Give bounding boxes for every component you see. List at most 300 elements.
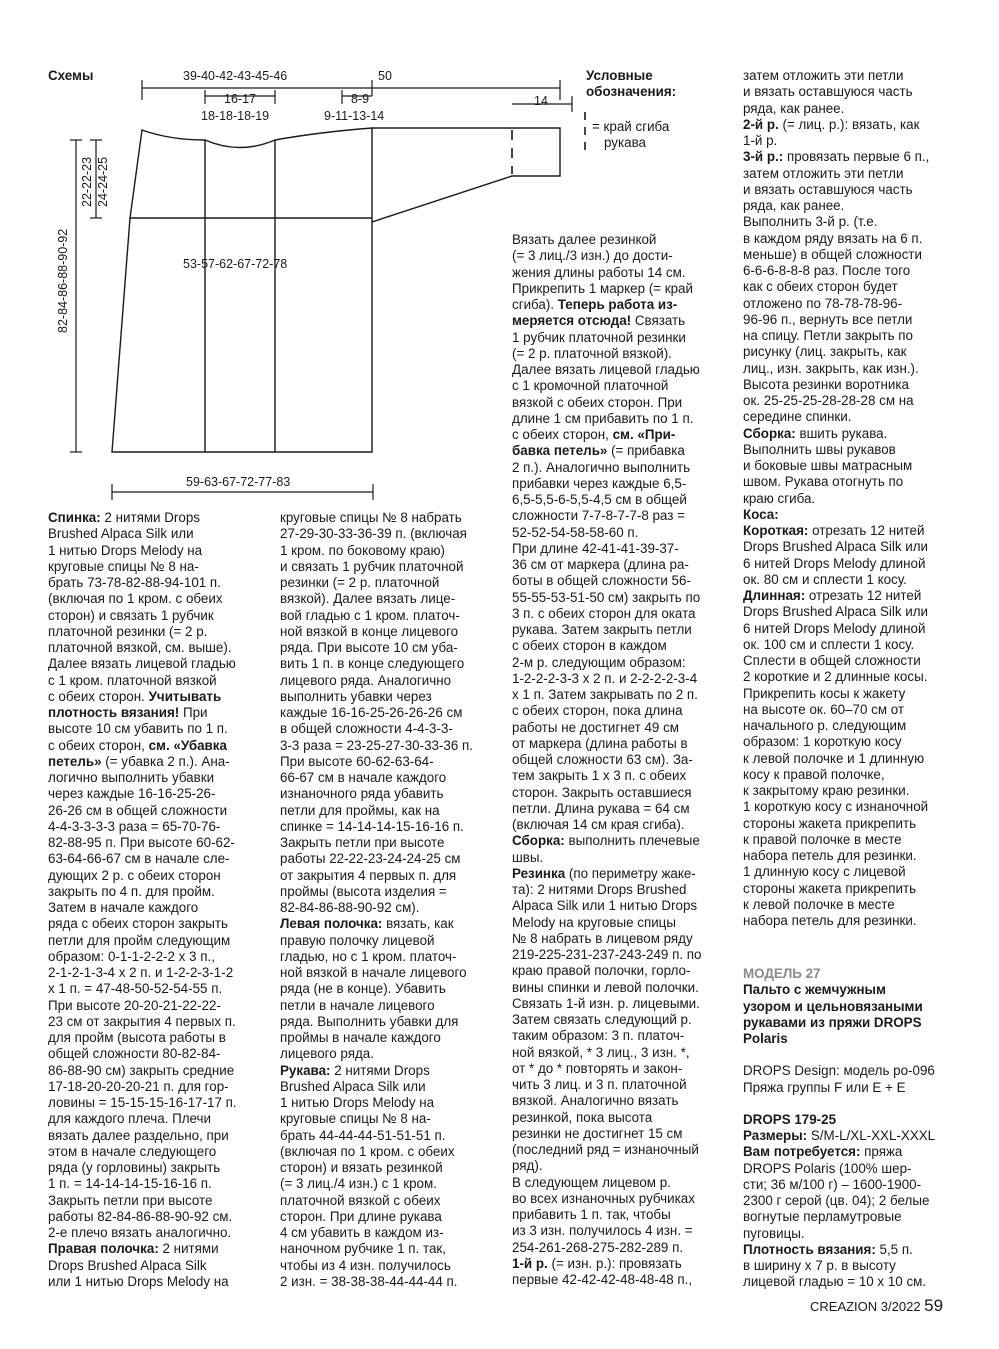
line-text: х 1 п. Затем закрывать по 2 п. bbox=[512, 687, 698, 702]
text-line bbox=[743, 864, 958, 880]
line-text: в каждом ряду вязать на 6 п. bbox=[743, 230, 923, 246]
line-text: 96-96 п., вернуть все петли bbox=[743, 311, 913, 327]
label-shoulder-2: 9-11-13-14 bbox=[324, 109, 385, 123]
text-line bbox=[280, 1063, 495, 1079]
text-line bbox=[743, 426, 958, 442]
text-line bbox=[512, 703, 727, 719]
line-text: от * до * повторять и закон- bbox=[512, 1060, 683, 1076]
text-line bbox=[743, 686, 958, 702]
line-text: к правой полочке в месте bbox=[743, 831, 902, 847]
line-text: ряд). bbox=[512, 1158, 543, 1174]
text-line bbox=[743, 312, 958, 328]
bold-term: 1-й р. bbox=[512, 1255, 548, 1271]
text-line bbox=[512, 1028, 727, 1044]
text-line bbox=[280, 770, 495, 786]
line-text: во всех изнаночных рубчиках bbox=[512, 1190, 695, 1206]
text-line bbox=[280, 1225, 495, 1241]
line-text: вязкой с обеих сторон. При bbox=[512, 394, 683, 410]
bold-term: см. «При- bbox=[612, 427, 676, 442]
line-text: дующих 2 р. с обеих сторон bbox=[48, 867, 221, 883]
line-text: петли для пройм следующим bbox=[48, 932, 231, 948]
line-text: прибавить 1 п. так, чтобы bbox=[512, 1207, 671, 1222]
text-line bbox=[512, 1142, 727, 1158]
line-text: 1 нитью Drops Melody на bbox=[48, 542, 203, 558]
line-text: (= изн. р.): провязать bbox=[547, 1255, 682, 1271]
line-text: 36 см от маркера (длина ра- bbox=[512, 557, 689, 572]
text-line bbox=[280, 591, 495, 607]
line-text: (= убавка 2 п.). Ана- bbox=[101, 753, 230, 769]
line-text: 2 п.). Аналогично выполнить bbox=[512, 459, 691, 475]
label-armhole-height: 22-22-23 bbox=[80, 156, 94, 207]
text-line bbox=[48, 510, 263, 526]
line-text: (по периметру жаке- bbox=[565, 865, 696, 881]
line-text: швы. bbox=[512, 849, 544, 865]
bold-term: Учитывать bbox=[148, 688, 222, 704]
text-line bbox=[280, 673, 495, 689]
text-line bbox=[280, 1095, 495, 1111]
line-text: работы 22-22-23-24-24-25 см bbox=[280, 851, 461, 867]
text-line bbox=[743, 556, 958, 572]
line-text: к левой полочке и 1 длинную bbox=[743, 750, 925, 766]
line-text: петли в начале лицевого bbox=[280, 997, 435, 1013]
line-text: Melody на круговые спицы bbox=[512, 914, 676, 930]
line-text: вшить рукава. bbox=[795, 425, 888, 441]
text-line bbox=[743, 702, 958, 718]
line-text: сторон. Закрыть оставшиеся bbox=[512, 784, 692, 800]
line-text: работы 82-84-86-88-90-92 см. bbox=[48, 1208, 233, 1224]
line-text: 254-261-268-275-282-289 п. bbox=[512, 1239, 684, 1255]
text-line bbox=[743, 393, 958, 409]
line-text: лиц., изн. закрыть, как изн.). bbox=[743, 360, 919, 376]
line-text: швом. Рукава отогнуть по bbox=[743, 474, 904, 490]
gauge-label: Плотность вязания: bbox=[743, 1241, 876, 1257]
line-text: 3-3 раза = 23-25-27-30-33-36 п. bbox=[280, 737, 474, 753]
line-text: набора петель для резинки. bbox=[743, 848, 917, 863]
text-line bbox=[280, 510, 495, 526]
text-line bbox=[512, 362, 727, 378]
text-line bbox=[280, 526, 495, 542]
text-line bbox=[743, 182, 958, 198]
line-text: Прикрепить 1 маркер (= край bbox=[512, 280, 693, 296]
line-text: брать 73-78-82-88-94-101 п. bbox=[48, 575, 221, 590]
line-text: с обеих сторон, bbox=[48, 737, 149, 753]
line-text: резинки не достигнет 15 см bbox=[512, 1125, 683, 1141]
bold-term: Левая полочка: bbox=[280, 916, 383, 932]
text-line bbox=[512, 1110, 727, 1126]
sizes-label: Размеры: bbox=[743, 1128, 808, 1143]
line-text: 219-225-231-237-243-249 п. по bbox=[512, 947, 702, 962]
text-line bbox=[743, 442, 958, 458]
line-text: 4 см убавить в каждом из- bbox=[280, 1225, 444, 1240]
label-mid-width: 53-57-62-67-72-78 bbox=[183, 257, 288, 271]
line-text: наночном рубчике 1 п. так, bbox=[280, 1241, 447, 1257]
magazine-name: CREAZION 3/2022 bbox=[810, 1299, 921, 1314]
text-line bbox=[48, 949, 263, 965]
line-text: ряда с обеих сторон закрыть bbox=[48, 916, 229, 932]
text-line bbox=[512, 541, 727, 557]
line-text: ловины = 15-15-15-16-17-17 п. bbox=[48, 1095, 237, 1110]
label-neck-width: 16-17 bbox=[224, 92, 256, 106]
text-line bbox=[512, 590, 727, 606]
text-line bbox=[512, 1207, 727, 1223]
line-text: ряда, как ранее. bbox=[743, 198, 845, 213]
line-text: к левой полочке в месте bbox=[743, 896, 895, 912]
text-line bbox=[48, 900, 263, 916]
line-text: сложности 7-7-8-7-7-8 раз = bbox=[512, 508, 685, 524]
bold-term: Сборка: bbox=[743, 425, 796, 441]
text-line bbox=[280, 1193, 495, 1209]
line-text: вязать, как bbox=[382, 916, 454, 932]
bold-term: Длинная: bbox=[743, 588, 806, 603]
model-title: Пальто с жемчужным bbox=[743, 982, 886, 998]
line-text: Закрыть петли при высоте bbox=[48, 1192, 213, 1208]
text-line bbox=[512, 460, 727, 476]
line-text: стороны жакета прикрепить bbox=[743, 880, 917, 896]
text-line bbox=[743, 474, 958, 490]
model-code: DROPS 179-25 bbox=[743, 1111, 837, 1127]
line-text: набора петель для резинки. bbox=[743, 913, 917, 928]
text-line bbox=[743, 783, 958, 799]
sizes-value: S/M-L/XL-XXL-XXXL bbox=[807, 1128, 936, 1143]
label-neck-width-2: 18-18-18-19 bbox=[201, 109, 270, 123]
text-line bbox=[48, 721, 263, 737]
bold-term: меряется отсюда! bbox=[512, 313, 632, 329]
label-hem-width: 59-63-67-72-77-83 bbox=[186, 475, 291, 489]
text-line bbox=[512, 1272, 727, 1288]
text-column-1 bbox=[48, 510, 263, 1290]
text-line bbox=[512, 411, 727, 427]
line-text: стороны жакета прикрепить bbox=[743, 815, 917, 831]
text-line bbox=[512, 492, 727, 508]
text-line bbox=[743, 84, 958, 100]
line-text: как с обеих сторон будет bbox=[743, 279, 898, 295]
line-text: жения длины работы 14 см. bbox=[512, 264, 686, 280]
text-line bbox=[48, 786, 263, 802]
text-line bbox=[512, 281, 727, 297]
line-text: начального р. следующим bbox=[743, 718, 907, 733]
text-line bbox=[512, 573, 727, 589]
text-line bbox=[48, 998, 263, 1014]
text-line bbox=[512, 378, 727, 394]
text-line bbox=[512, 980, 727, 996]
text-line bbox=[512, 1077, 727, 1093]
line-text: 6 нитей Drops Melody длиной bbox=[743, 620, 926, 636]
line-text: вины спинки и левой полочки. bbox=[512, 979, 699, 995]
text-line bbox=[743, 133, 958, 149]
line-text: на высоте ок. 60–70 см от bbox=[743, 701, 905, 717]
line-text: с обеих сторон. bbox=[48, 688, 149, 704]
line-text: рисунку (лиц. закрыть, как bbox=[743, 344, 907, 360]
text-line bbox=[743, 166, 958, 182]
line-text: провязать первые 6 п., bbox=[783, 149, 930, 165]
line-text: круговые спицы № 8 на- bbox=[48, 558, 199, 574]
line-text: правую полочку лицевой bbox=[280, 932, 435, 948]
bold-term: Рукава: bbox=[280, 1062, 331, 1078]
text-line bbox=[48, 705, 263, 721]
line-text: 1-й р. bbox=[743, 133, 778, 148]
text-line bbox=[512, 1012, 727, 1028]
line-text: от закрытия 4 первых п. для bbox=[280, 867, 457, 883]
text-line bbox=[280, 1079, 495, 1095]
text-line bbox=[743, 377, 958, 393]
line-text: Затем связать следующий р. bbox=[512, 1012, 692, 1027]
text-line bbox=[512, 1126, 727, 1142]
text-line bbox=[48, 1160, 263, 1176]
text-line bbox=[743, 897, 958, 913]
text-line bbox=[743, 734, 958, 750]
text-line bbox=[280, 981, 495, 997]
text-line bbox=[512, 931, 727, 947]
line-text: Drops Brushed Alpaca Silk или bbox=[743, 604, 929, 620]
line-text: 1 короткую косу с изнаночной bbox=[743, 799, 929, 815]
label-top-width: 39-40-42-43-45-46 bbox=[183, 69, 288, 83]
text-line bbox=[512, 346, 727, 362]
line-text: вязкой. Аналогично вязать bbox=[512, 1093, 679, 1109]
line-text: закрыть по 4 п. для пройм. bbox=[48, 883, 215, 899]
text-line bbox=[743, 263, 958, 279]
text-line bbox=[743, 799, 958, 815]
text-column-3 bbox=[512, 232, 727, 1288]
text-line bbox=[48, 965, 263, 981]
line-text: 4-4-3-3-3-3 раза = 65-70-76- bbox=[48, 818, 221, 834]
line-text: Сплести в общей сложности bbox=[743, 653, 921, 668]
line-text: Связать 1-й изн. р. лицевыми. bbox=[512, 995, 700, 1011]
text-line bbox=[48, 1063, 263, 1079]
page-footer bbox=[810, 1296, 943, 1316]
line-text: для каждого плеча. Плечи bbox=[48, 1111, 212, 1127]
line-text: спинке = 14-14-14-15-16-16 п. bbox=[280, 818, 464, 834]
text-line bbox=[280, 608, 495, 624]
text-line bbox=[48, 689, 263, 705]
text-line bbox=[743, 718, 958, 734]
text-line bbox=[280, 575, 495, 591]
text-line bbox=[743, 881, 958, 897]
label-total-height: 82-84-86-88-90-92 bbox=[56, 228, 70, 333]
bold-term: Коса: bbox=[743, 506, 779, 522]
line-text: гладью, но с 1 кром. платоч- bbox=[280, 948, 457, 964]
line-text: 1 п. = 14-14-14-15-16-16 п. bbox=[48, 1176, 212, 1192]
text-line bbox=[48, 851, 263, 867]
text-line bbox=[48, 754, 263, 770]
bold-term: Короткая: bbox=[743, 523, 809, 538]
line-text: Выполнить 3-й р. (т.е. bbox=[743, 214, 878, 230]
line-text: высоте 10 см убавить по 1 п. bbox=[48, 721, 228, 737]
line-text: краю правой полочки, горло- bbox=[512, 963, 691, 979]
line-text: Далее вязать лицевой гладью bbox=[512, 362, 700, 377]
line-text: 66-67 см в начале каждого bbox=[280, 770, 447, 785]
line-text: от маркера (длина работы в bbox=[512, 735, 688, 751]
text-line bbox=[48, 1193, 263, 1209]
text-line bbox=[512, 720, 727, 736]
bold-term: Спинка: bbox=[48, 510, 101, 525]
line-text: отрезать 12 нитей bbox=[808, 523, 925, 538]
line-text: вой гладью с 1 кром. платоч- bbox=[280, 607, 460, 623]
text-line bbox=[48, 640, 263, 656]
text-line bbox=[512, 963, 727, 979]
text-line bbox=[512, 525, 727, 541]
need-line-5: вогнутые перламутровые bbox=[743, 1209, 902, 1225]
line-text: вязкой). Далее вязать лице- bbox=[280, 591, 456, 607]
text-line bbox=[280, 884, 495, 900]
line-text: отрезать 12 нитей bbox=[805, 588, 922, 603]
legend-fold-edge-2: рукава bbox=[604, 134, 647, 150]
text-line bbox=[280, 543, 495, 559]
line-text: 1 кром. по боковому краю) bbox=[280, 542, 445, 558]
text-line bbox=[512, 898, 727, 914]
line-text: 82-84-86-88-90-92 см). bbox=[280, 900, 420, 915]
text-line bbox=[743, 637, 958, 653]
line-text: (последний ряд = изнаночный bbox=[512, 1142, 699, 1157]
text-line bbox=[48, 591, 263, 607]
text-line bbox=[48, 803, 263, 819]
text-line bbox=[512, 915, 727, 931]
text-line bbox=[48, 575, 263, 591]
line-text: на спицу. Петли закрыть по bbox=[743, 328, 913, 343]
text-line bbox=[280, 738, 495, 754]
text-line bbox=[48, 1225, 263, 1241]
text-line bbox=[48, 1241, 263, 1257]
line-text: лицевого ряда. Аналогично bbox=[280, 672, 452, 688]
line-text: (= 3 лиц./3 изн.) до дости- bbox=[512, 248, 673, 264]
text-line bbox=[48, 559, 263, 575]
line-text: 26-26 см в общей сложности bbox=[48, 802, 228, 818]
bold-term: петель» bbox=[48, 753, 102, 769]
bold-term: см. «Убавка bbox=[148, 737, 227, 753]
label-shoulder: 8-9 bbox=[351, 92, 370, 106]
need-line-3: сти; 36 м/100 г) – 1600-1900- bbox=[743, 1176, 922, 1192]
gauge-line-2: в ширину х 7 р. в высоту bbox=[743, 1258, 896, 1273]
line-text: краю сгиба. bbox=[743, 490, 816, 506]
text-line bbox=[512, 606, 727, 622]
text-line bbox=[512, 1223, 727, 1239]
line-text: в общей сложности 4-4-3-3- bbox=[280, 721, 453, 737]
line-text: Прикрепить косы к жакету bbox=[743, 685, 906, 701]
line-text: Далее вязать лицевой гладью bbox=[48, 656, 236, 672]
line-text: петли для проймы, как на bbox=[280, 802, 440, 818]
line-text: круговые спицы № 8 набрать bbox=[280, 510, 462, 525]
text-line bbox=[512, 1045, 727, 1061]
text-line bbox=[280, 900, 495, 916]
line-text: ной вязкой в конце лицевого bbox=[280, 623, 459, 639]
text-line bbox=[743, 539, 958, 555]
line-text: (включая по 1 кром. с обеих bbox=[48, 591, 223, 607]
line-text: и вязать оставшуюся часть bbox=[743, 84, 913, 100]
line-text: 55-55-53-51-50 см) закрыть по bbox=[512, 589, 701, 605]
text-line bbox=[280, 559, 495, 575]
text-line bbox=[743, 68, 958, 84]
model-title-3: рукавами из пряжи DROPS bbox=[743, 1014, 922, 1030]
text-line bbox=[512, 443, 727, 459]
line-text: вязать далее раздельно, при bbox=[48, 1127, 229, 1143]
line-text: платочной вязкой, см. выше). bbox=[48, 640, 232, 655]
line-text: Связать bbox=[631, 313, 686, 329]
line-text: выполнить убавки через bbox=[280, 688, 432, 704]
line-text: проймы (высота изделия = bbox=[280, 883, 447, 899]
text-line bbox=[512, 736, 727, 752]
text-line bbox=[280, 754, 495, 770]
text-line bbox=[743, 751, 958, 767]
text-line bbox=[512, 265, 727, 281]
text-line bbox=[512, 833, 727, 849]
text-line bbox=[743, 588, 958, 604]
text-line bbox=[743, 848, 958, 864]
line-text: 2 нитями Drops bbox=[100, 510, 200, 525]
text-line bbox=[48, 933, 263, 949]
model-title-4: Polaris bbox=[743, 1031, 788, 1046]
text-line bbox=[280, 1111, 495, 1127]
text-line bbox=[48, 1095, 263, 1111]
text-line bbox=[743, 669, 958, 685]
text-line bbox=[48, 673, 263, 689]
gauge-line-1: 5,5 п. bbox=[875, 1241, 913, 1257]
text-line bbox=[743, 361, 958, 377]
line-text: и боковые швы матрасным bbox=[743, 458, 913, 473]
line-text: 1-2-2-2-3-3 х 2 п. и 2-2-2-2-3-4 bbox=[512, 670, 698, 686]
text-line bbox=[280, 835, 495, 851]
line-text: середине спинки. bbox=[743, 409, 852, 425]
text-line bbox=[280, 1014, 495, 1030]
model-yarn-group: Пряжа группы F или E + E bbox=[743, 1079, 906, 1095]
text-line bbox=[512, 1240, 727, 1256]
line-text: ряда. При высоте 10 см уба- bbox=[280, 640, 458, 655]
line-text: ряда (не в конце). Убавить bbox=[280, 981, 446, 997]
line-text: 3 п. с обеих сторон для оката bbox=[512, 605, 696, 621]
text-line bbox=[512, 622, 727, 638]
scheme-title: Схемы bbox=[48, 68, 94, 83]
line-text: отложено по 78-78-78-96- bbox=[743, 295, 903, 311]
text-line bbox=[280, 998, 495, 1014]
line-text: ряда, как ранее. bbox=[743, 100, 845, 116]
bold-term: 3-й р.: bbox=[743, 149, 784, 165]
text-line bbox=[48, 819, 263, 835]
text-line bbox=[280, 705, 495, 721]
line-text: платочной вязкой с обеих bbox=[280, 1192, 441, 1208]
text-line bbox=[743, 653, 958, 669]
text-line bbox=[48, 1111, 263, 1127]
legend-title-2: обозначения: bbox=[586, 84, 677, 100]
line-text: изнаночного ряда убавить bbox=[280, 786, 444, 802]
text-line bbox=[280, 1128, 495, 1144]
line-text: 86-88-90 см) закрыть средние bbox=[48, 1062, 235, 1078]
line-text: чить 3 лиц. и 3 п. платочной bbox=[512, 1077, 687, 1092]
bold-term: плотность вязания! bbox=[48, 705, 180, 720]
text-line bbox=[48, 738, 263, 754]
line-text: длине 1 см прибавить по 1 п. bbox=[512, 410, 694, 426]
line-text: с 1 кромочной платочной bbox=[512, 378, 669, 394]
line-text: каждые 16-16-25-26-26-26 см bbox=[280, 705, 463, 720]
text-line bbox=[743, 279, 958, 295]
bold-term: 2-й р. bbox=[743, 116, 779, 132]
line-text: 1 длинную косу с лицевой bbox=[743, 864, 906, 880]
text-line bbox=[48, 884, 263, 900]
text-line bbox=[280, 1030, 495, 1046]
line-text: к закрытому краю резинки. bbox=[743, 783, 910, 798]
line-text: логично выполнить убавки bbox=[48, 770, 215, 785]
line-text: 17-18-20-20-20-21 п. для гор- bbox=[48, 1078, 229, 1094]
text-line bbox=[512, 297, 727, 313]
model-title-2: узором и цельновязаными bbox=[743, 998, 923, 1014]
text-line bbox=[48, 1144, 263, 1160]
line-text: проймы в начале каждого bbox=[280, 1030, 441, 1045]
text-line bbox=[743, 149, 958, 165]
model-info bbox=[743, 966, 973, 1291]
model-tag: МОДЕЛЬ 27 bbox=[743, 966, 821, 981]
text-line bbox=[48, 1079, 263, 1095]
text-line bbox=[743, 231, 958, 247]
line-text: Brushed Alpaca Silk или bbox=[280, 1078, 426, 1094]
line-text: х 1 п. = 47-48-50-52-54-55 п. bbox=[48, 981, 223, 997]
line-text: сторон) и вязать резинкой bbox=[280, 1160, 443, 1175]
